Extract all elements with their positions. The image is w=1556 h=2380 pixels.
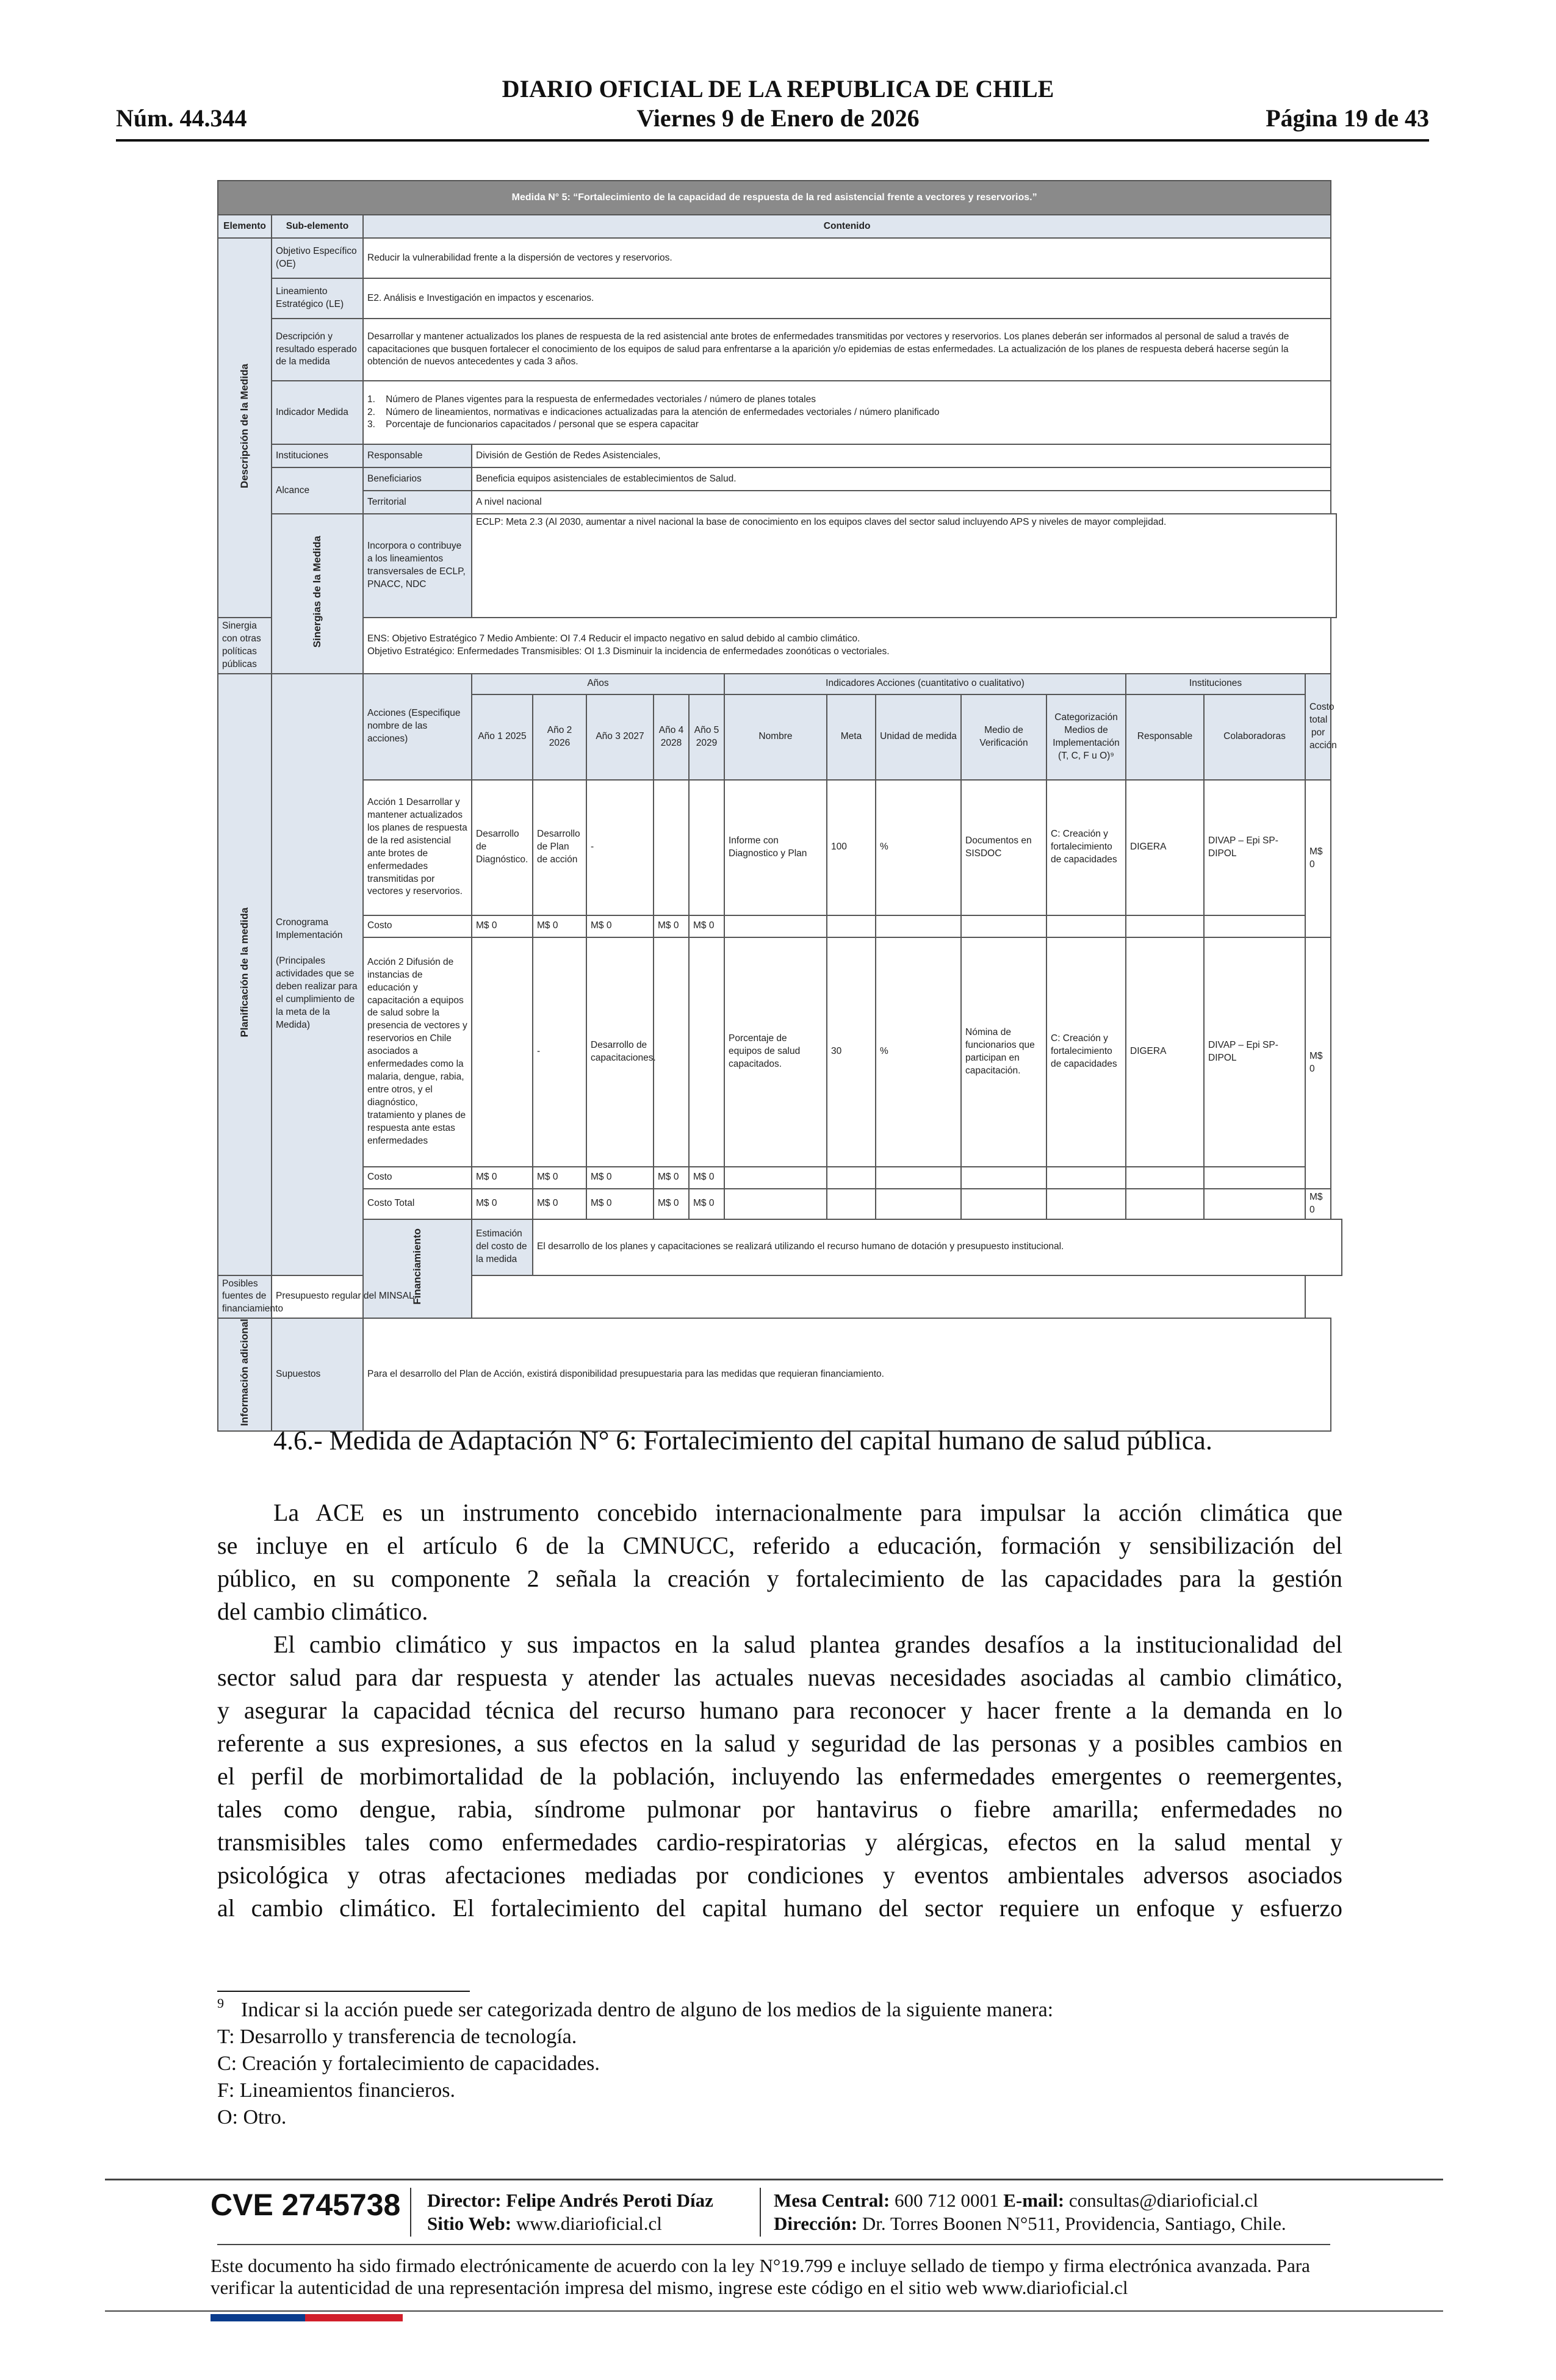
footnote-intro-text: Indicar si la acción puede ser categorizada dentro de alguno de los medios de la siguiente manera: [241, 1999, 1054, 2021]
fuentes-label: Posibles fuentes de financiamiento [218, 1275, 272, 1319]
h-colaboradoras: Colaboradoras [1204, 694, 1305, 780]
le-value: E2. Análisis e Investigación en impactos y escenarios. [363, 278, 1331, 319]
paragraph-line: al cambio climático. El fortalecimiento del capital humano del sector requiere un enfoque y esfuerzo [217, 1894, 1342, 1922]
responsable-value: División de Gestión de Redes Asistenciales, [472, 444, 1331, 467]
footnote-intro [217, 1997, 1053, 2025]
signature-note: Este documento ha sido firmado electrónicamente de acuerdo con la ley N°19.799 e incluye sellado de tiempo y firma electrónica avanzada. Para verificar la autenticidad de una representación impresa del mismo, ingrese este código en el sitio web www.diarioficial.cl [211, 2255, 1310, 2298]
email-value[interactable]: consultas@diarioficial.cl [1068, 2190, 1258, 2211]
paragraph-line: se incluye en el artículo 6 de la CMNUCC, referido a educación, formación y sensibilización del [217, 1532, 1342, 1559]
director-value: Felipe Andrés Peroti Díaz [506, 2190, 713, 2211]
costo-1-y4: M$ 0 [654, 915, 689, 937]
costo-2-y5: M$ 0 [689, 1167, 724, 1189]
email-label: E-mail: [1003, 2190, 1065, 2211]
header-contenido: Contenido [363, 215, 1331, 238]
territorial-label: Territorial [363, 491, 472, 514]
header-elemento: Elemento [218, 215, 272, 238]
costo-2-y4: M$ 0 [654, 1167, 689, 1189]
sinergia-line-2: Objetivo Estratégico: Enfermedades Transmisibles: OI 1.3 Disminuir la incidencia de enfermedades zoonóticas o vectoriales. [367, 646, 890, 657]
descripcion-label: Descripción y resultado esperado de la medida [272, 319, 363, 381]
accion-1-y4 [654, 780, 689, 915]
flag-stripe-red [305, 2314, 403, 2321]
accion-2-meta: 30 [827, 937, 876, 1167]
costo-2-y2: M$ 0 [533, 1167, 586, 1189]
accion-1-y3: - [586, 780, 654, 915]
incorpora-label: Incorpora o contribuye a los lineamientos transversales de ECLP, PNACC, NDC [363, 514, 472, 618]
accion-1-name: Acción 1 Desarrollar y mantener actualizados los planes de respuesta de la red asistencial ante brotes de enfermedades transmitidas por vectores y reservorios. [363, 780, 472, 915]
costo-total-y5: M$ 0 [689, 1189, 724, 1219]
measure-table [217, 180, 1342, 1432]
direccion-line [774, 2213, 1286, 2235]
issue-date: Viernes 9 de Enero de 2026 [636, 104, 920, 132]
accion-2-y3: Desarrollo de capacitaciones. [586, 937, 654, 1167]
paragraph-line: referente a sus expresiones, a sus efectos en la salud y seguridad de las personas y a posibles cambios en [217, 1729, 1342, 1757]
accion-1-costo-total: M$ 0 [1305, 780, 1331, 937]
accion-2-costo-total: M$ 0 [1305, 937, 1331, 1189]
indicator-item [367, 406, 1327, 419]
incorpora-value: ECLP: Meta 2.3 (Al 2030, aumentar a nivel nacional la base de conocimiento en los equipos claves del sector salud incluyendo APS y niveles de mayor complejidad. [472, 514, 1336, 618]
costo-1-y3: M$ 0 [586, 915, 654, 937]
accion-1-colaboradoras: DIVAP – Epi SP- DIPOL [1204, 780, 1305, 915]
costo-1-y2: M$ 0 [533, 915, 586, 937]
accion-2-medio: Nómina de funcionarios que participan en capacitación. [961, 937, 1046, 1167]
h-acciones: Acciones (Especifique nombre de las acciones) [363, 674, 472, 780]
oe-value: Reducir la vulnerabilidad frente a la dispersión de vectores y reservorios. [363, 238, 1331, 278]
h-year-2: Año 2 2026 [533, 694, 586, 780]
h-instituciones: Instituciones [1126, 674, 1305, 694]
section-title: 4.6.- Medida de Adaptación N° 6: Fortalecimiento del capital humano de salud pública. [273, 1426, 1212, 1455]
sitio-label: Sitio Web: [427, 2213, 512, 2234]
accion-1-meta: 100 [827, 780, 876, 915]
oe-label: Objetivo Específico (OE) [272, 238, 363, 278]
estimacion-value: El desarrollo de los planes y capacitaciones se realizará utilizando el recurso humano de dotación y presupuesto institucional. [533, 1219, 1342, 1275]
responsable-label: Responsable [363, 444, 472, 467]
indicator-item [367, 394, 1327, 406]
h-responsable: Responsable [1126, 694, 1204, 780]
sitio-value[interactable]: www.diarioficial.cl [516, 2213, 662, 2234]
header-subelemento: Sub-elemento [272, 215, 363, 238]
sinergia-label: Sinergia con otras políticas públicas [218, 618, 272, 674]
paragraph-line: el perfil de morbimortalidad de la población, incluyendo las enfermedades emergentes o reemergentes, [217, 1762, 1342, 1790]
group-planificacion-label: Planificación de la medida [238, 907, 250, 1037]
paragraph-1 [217, 1496, 1342, 1628]
mesa-line [774, 2190, 1258, 2212]
beneficiarios-label: Beneficiarios [363, 467, 472, 491]
indicator-text: Número de lineamientos, normativas e indicaciones actualizadas para la atención de enfermedades vectoriales / número planificado [386, 406, 940, 417]
footnote-number: 9 [217, 1996, 224, 2011]
director-line [427, 2190, 713, 2212]
measure-table-container [217, 180, 1342, 1426]
h-categorizacion: Categorización Medios de Implementación (T, C, F u O)⁹ [1046, 694, 1126, 780]
mesa-label: Mesa Central: [774, 2190, 890, 2211]
cve-code: CVE 2745738 [211, 2188, 401, 2222]
supuestos-value: Para el desarrollo del Plan de Acción, existirá disponibilidad presupuestaria para las medidas que requieran financiamiento. [363, 1318, 1331, 1431]
header-rule [116, 139, 1429, 142]
h-year-3: Año 3 2027 [586, 694, 654, 780]
issue-number: Núm. 44.344 [116, 104, 247, 132]
accion-1-categorizacion: C: Creación y fortalecimiento de capacidades [1046, 780, 1126, 915]
group-sinergias [272, 514, 363, 674]
newspaper-title: DIARIO OFICIAL DE LA REPUBLICA DE CHILE [502, 75, 1054, 103]
accion-2-y4 [654, 937, 689, 1167]
mesa-value: 600 712 0001 [895, 2190, 999, 2211]
h-unidad: Unidad de medida [876, 694, 961, 780]
costo-total-sum: M$ 0 [1305, 1189, 1331, 1219]
flag-stripe-blue [211, 2314, 305, 2321]
accion-2-y5 [689, 937, 724, 1167]
territorial-value: A nivel nacional [472, 491, 1331, 514]
footnote-c: C: Creación y fortalecimiento de capacidades. [217, 2052, 600, 2075]
cronograma-label [272, 674, 363, 1275]
h-anios: Años [472, 674, 724, 694]
accion-1-y2: Desarrollo de Plan de acción [533, 780, 586, 915]
h-nombre: Nombre [724, 694, 827, 780]
costo-2-y3: M$ 0 [586, 1167, 654, 1189]
costo-1-y1: M$ 0 [472, 915, 533, 937]
direccion-value: Dr. Torres Boonen N°511, Providencia, Santiago, Chile. [862, 2213, 1286, 2234]
indicator-text: Porcentaje de funcionarios capacitados / personal que se espera capacitar [386, 419, 699, 430]
footnote-t: T: Desarrollo y transferencia de tecnología. [217, 2025, 577, 2048]
footnote-f: F: Lineamientos financieros. [217, 2079, 455, 2102]
accion-1-responsable: DIGERA [1126, 780, 1204, 915]
direccion-label: Dirección: [774, 2213, 858, 2234]
alcance-label: Alcance [272, 467, 363, 514]
le-label: Lineamiento Estratégico (LE) [272, 278, 363, 319]
accion-2-y1 [472, 937, 533, 1167]
estimacion-label: Estimación del costo de la medida [472, 1219, 533, 1275]
footer-separator [410, 2188, 411, 2237]
accion-2-name: Acción 2 Difusión de instancias de educación y capacitación a equipos de salud sobre la presencia de vectores y reservorios en Chile asociados a enfermedades como la malaria, dengue, rabia, entre otros, y el diagnóstico, tratamiento y planes de respuesta ante estas enfermedades [363, 937, 472, 1167]
footnote-o: O: Otro. [217, 2106, 287, 2129]
h-year-1: Año 1 2025 [472, 694, 533, 780]
indicator-item [367, 419, 1327, 431]
h-year-5: Año 5 2029 [689, 694, 724, 780]
descripcion-value: Desarrollar y mantener actualizados los planes de respuesta de la red asistencial ante brotes de enfermedades transmitidas por vectores y reservorios. Los planes deberán ser informados al personal de salud a través de capacitaciones que busquen fortalecer el conocimiento de los equipos de salud para enfrentarse a la aparición y/o epidemias de estas enfermedades. La actualización de los planes de respuesta deberá hacerse según la obtención de nuevos antecedentes y cada 3 años. [363, 319, 1331, 381]
costo-total-y3: M$ 0 [586, 1189, 654, 1219]
sinergia-value [363, 618, 1331, 674]
accion-1-nombre: Informe con Diagnostico y Plan [724, 780, 827, 915]
paragraph-line: El cambio climático y sus impactos en la salud plantea grandes desafíos a la institucionalidad del [273, 1631, 1342, 1658]
indicador-label: Indicador Medida [272, 381, 363, 444]
group-informacion-label: Información adicional [238, 1319, 250, 1426]
footnote-rule [217, 1991, 470, 1992]
h-year-4: Año 4 2028 [654, 694, 689, 780]
supuestos-label: Supuestos [272, 1318, 363, 1431]
costo-1-label: Costo [363, 915, 472, 937]
costo-1-y5: M$ 0 [689, 915, 724, 937]
accion-2-y2: - [533, 937, 586, 1167]
paragraph-2 [217, 1628, 1342, 1925]
director-label: Director: [427, 2190, 502, 2211]
paragraph-line: del cambio climático. [217, 1598, 428, 1625]
accion-1-y5 [689, 780, 724, 915]
cronograma-title: Cronograma Implementación [276, 917, 343, 941]
group-sinergias-label: Sinergias de la Medida [311, 535, 323, 648]
footer-rule-bottom [105, 2310, 1443, 2312]
paragraph-line: La ACE es un instrumento concebido internacionalmente para impulsar la acción climática que [273, 1499, 1342, 1526]
h-meta: Meta [827, 694, 876, 780]
accion-2-nombre: Porcentaje de equipos de salud capacitados. [724, 937, 827, 1167]
accion-1-y1: Desarrollo de Diagnóstico. [472, 780, 533, 915]
group-informacion [218, 1318, 272, 1431]
costo-2-label: Costo [363, 1167, 472, 1189]
group-planificacion [218, 674, 272, 1275]
group-descripcion [218, 238, 272, 618]
sinergia-line-1: ENS: Objetivo Estratégico 7 Medio Ambiente: OI 7.4 Reducir el impacto negativo en salud debido al cambio climático. [367, 633, 860, 644]
paragraph-line: y asegurar la capacidad técnica del recurso humano para reconocer y hacer frente a la demanda en lo [217, 1697, 1342, 1724]
accion-2-responsable: DIGERA [1126, 937, 1204, 1167]
paragraph-line: público, en su componente 2 señala la creación y fortalecimiento de las capacidades para la gestión [217, 1565, 1342, 1592]
fuentes-value: Presupuesto regular del MINSAL. [272, 1275, 1305, 1319]
footer-rule-top [105, 2179, 1443, 2180]
footer-rule-mid [217, 2244, 1330, 2245]
accion-2-colaboradoras: DIVAP – Epi SP- DIPOL [1204, 937, 1305, 1167]
paragraph-line: psicológica y otras afectaciones mediadas por condiciones y eventos ambientales adversos asociados [217, 1861, 1342, 1889]
indicator-number: 2. [367, 406, 375, 417]
group-financiamiento-label: Financiamiento [411, 1228, 423, 1305]
footer-separator [760, 2188, 761, 2237]
paragraph-line: tales como dengue, rabia, síndrome pulmonar por hantavirus o fiebre amarilla; enfermedades no [217, 1795, 1342, 1823]
costo-total-y1: M$ 0 [472, 1189, 533, 1219]
costo-total-y2: M$ 0 [533, 1189, 586, 1219]
h-indicadores: Indicadores Acciones (cuantitativo o cualitativo) [724, 674, 1126, 694]
table-title: Medida N° 5: “Fortalecimiento de la capacidad de respuesta de la red asistencial frente a vectores y reservorios.” [218, 181, 1331, 215]
indicador-list [363, 381, 1331, 444]
sitio-line [427, 2213, 662, 2235]
costo-total-y4: M$ 0 [654, 1189, 689, 1219]
group-descripcion-label: Descripción de la Medida [238, 363, 250, 488]
accion-2-categorizacion: C: Creación y fortalecimiento de capacidades [1046, 937, 1126, 1167]
accion-2-unidad: % [876, 937, 961, 1167]
h-costo-total: Costo total por acción [1305, 674, 1331, 780]
indicator-number: 1. [367, 394, 375, 405]
page-number: Página 19 de 43 [1266, 104, 1429, 132]
accion-1-unidad: % [876, 780, 961, 915]
h-medio: Medio de Verificación [961, 694, 1046, 780]
beneficiarios-value: Beneficia equipos asistenciales de establecimientos de Salud. [472, 467, 1331, 491]
costo-2-y1: M$ 0 [472, 1167, 533, 1189]
paragraph-line: sector salud para dar respuesta y atender las actuales nuevas necesidades asociadas al cambio climático, [217, 1664, 1342, 1691]
instituciones-label: Instituciones [272, 444, 363, 467]
costo-total-label: Costo Total [363, 1189, 472, 1219]
cronograma-note: (Principales actividades que se deben realizar para el cumplimiento de la meta de la Medida) [276, 956, 358, 1030]
indicator-text: Número de Planes vigentes para la respuesta de enfermedades vectoriales / número de planes totales [386, 394, 816, 405]
indicator-number: 3. [367, 419, 375, 430]
paragraph-line: transmisibles tales como enfermedades cardio-respiratorias y alérgicas, efectos en la salud mental y [217, 1828, 1342, 1856]
accion-1-medio: Documentos en SISDOC [961, 780, 1046, 915]
